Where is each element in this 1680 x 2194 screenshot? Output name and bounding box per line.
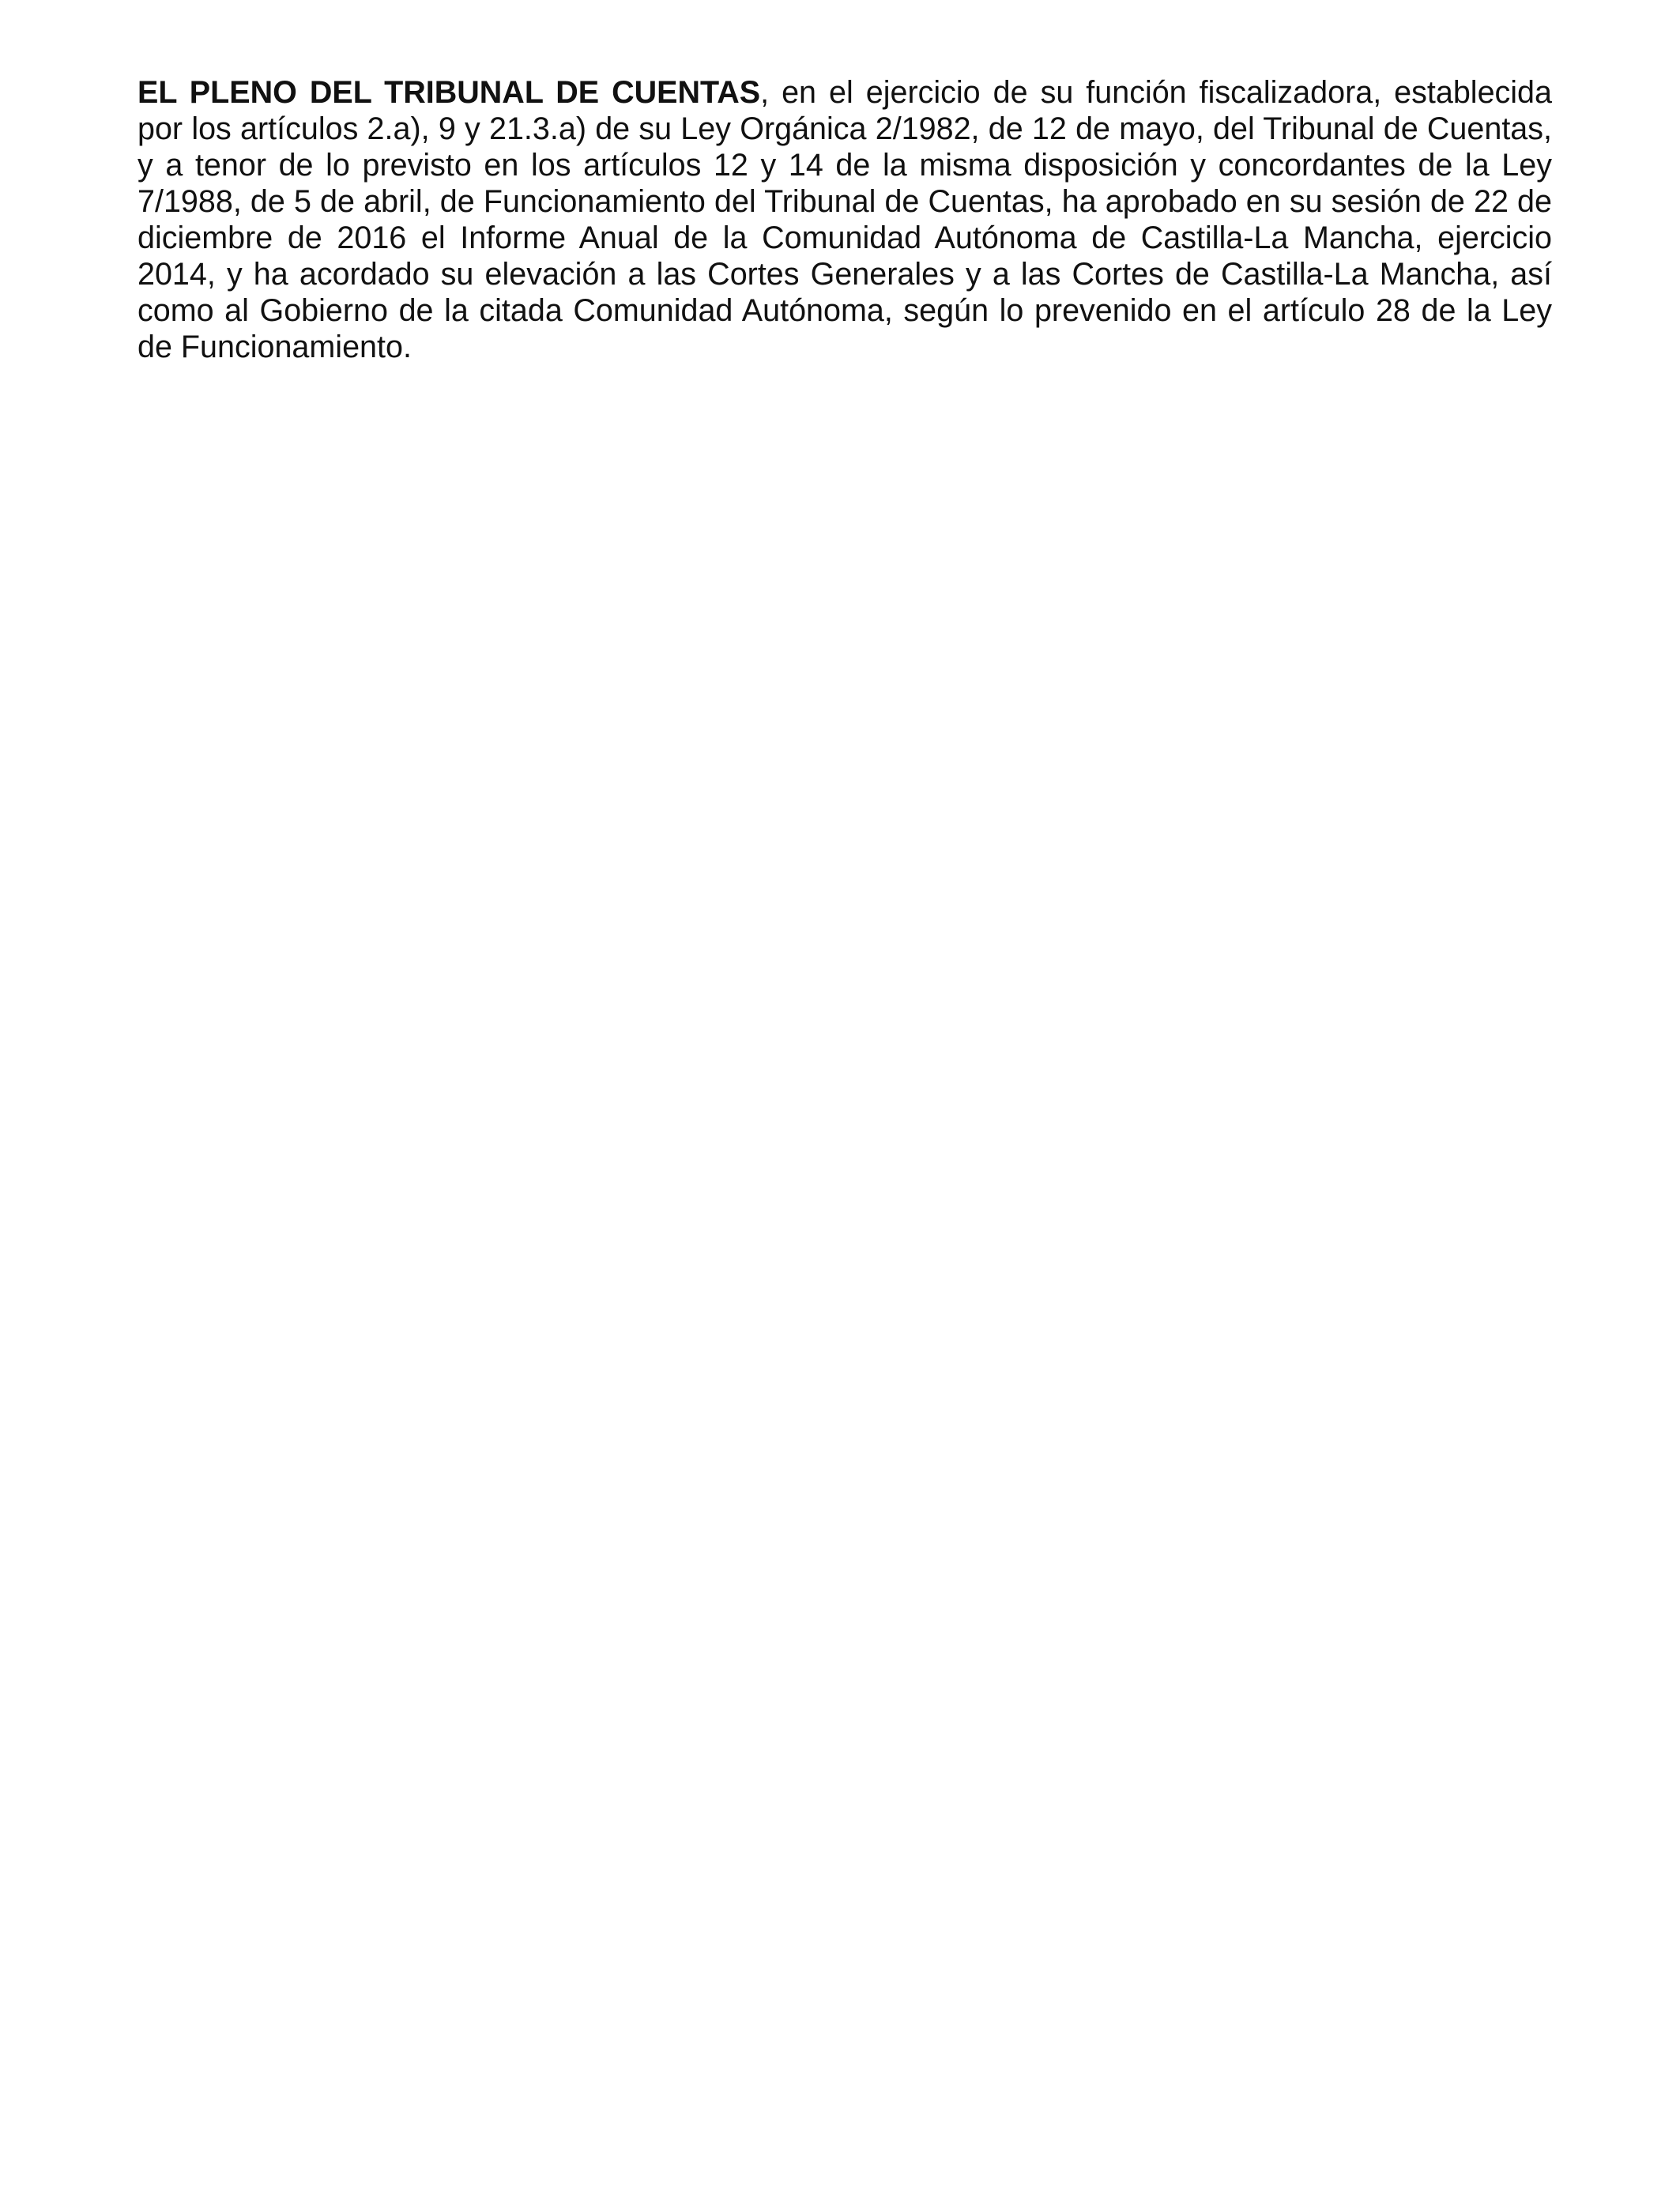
resolution-paragraph bbox=[137, 74, 1552, 365]
paragraph-body: , en el ejercicio de su función fiscalizadora, establecida por los artículos 2.a), 9 y 21.3.a) de su Ley Orgánica 2/1982, de 12 de mayo, del Tribunal de Cuentas, y a tenor de lo previsto en los artículos 12 y 14 de la misma disposición y concordantes de la Ley 7/1988, de 5 de abril, de Funcionamiento del Tribunal de Cuentas, ha aprobado en su sesión de 22 de diciembre de 2016 el Informe Anual de la Comunidad Autónoma de Castilla-La Mancha, ejercicio 2014, y ha acordado su elevación a las Cortes Generales y a las Cortes de Castilla-La Mancha, así como al Gobierno de la citada Comunidad Autónoma, según lo prevenido en el artículo 28 de la Ley de Funcionamiento. bbox=[137, 75, 1552, 364]
paragraph-lead-bold: EL PLENO DEL TRIBUNAL DE CUENTAS bbox=[137, 75, 761, 110]
